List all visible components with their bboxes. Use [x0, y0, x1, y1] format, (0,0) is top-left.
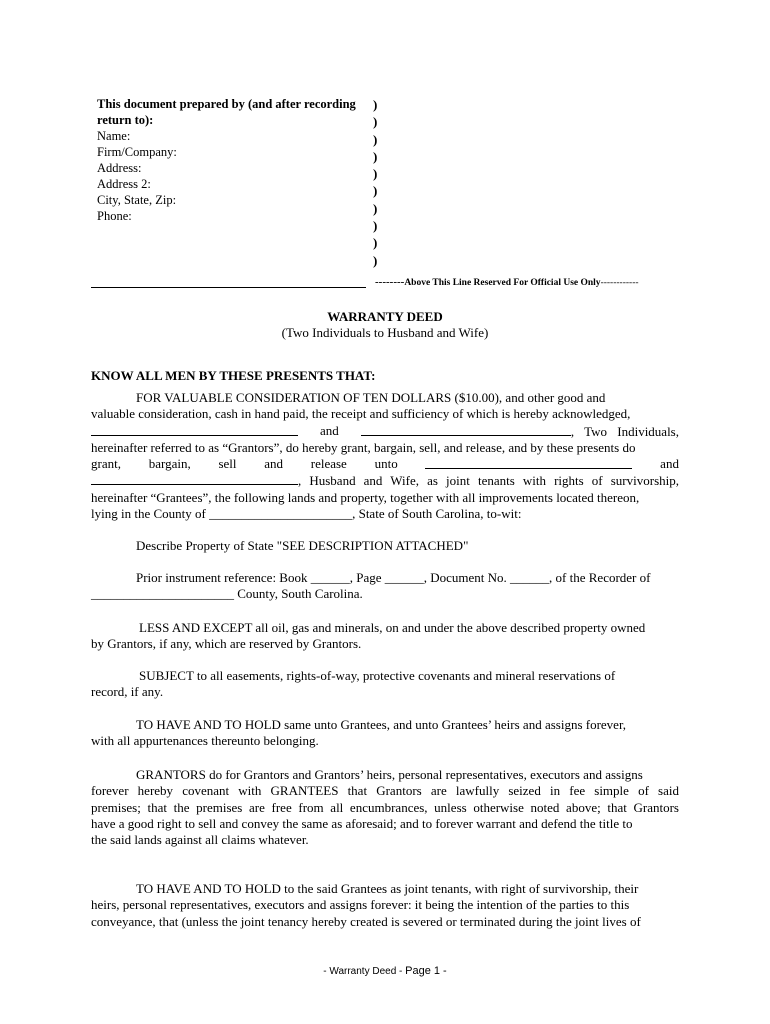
state-text: , State of South Carolina, to-wit:	[352, 506, 522, 522]
paren: )	[373, 218, 378, 234]
paren: )	[373, 200, 378, 216]
county-blank[interactable]: ______________________	[209, 506, 353, 522]
footer-page-number: Page 1 -	[405, 965, 447, 977]
word-and: and	[264, 456, 284, 472]
habendum-line-2: with all appurtenances thereunto belonging.	[91, 733, 319, 749]
prior-instrument-line-2	[91, 586, 679, 602]
grantor-2-group	[361, 423, 679, 440]
paren: )	[373, 148, 378, 164]
two-individuals-text: , Two Individuals,	[570, 423, 679, 439]
grantor-2-blank[interactable]	[361, 423, 571, 436]
grantee-2-blank[interactable]	[91, 472, 298, 485]
document-title: WARRANTY DEED	[327, 309, 443, 324]
word-sell: sell	[218, 456, 237, 472]
covenant-line-1: GRANTORS do for Grantors and Grantors’ heirs, personal representatives, executors and assigns	[136, 767, 643, 782]
consideration-text: FOR VALUABLE CONSIDERATION OF TEN DOLLARS ($10.00), and other good and	[136, 390, 606, 405]
covenant-line-2	[91, 783, 679, 799]
footer-document-name: - Warranty Deed -	[323, 966, 406, 977]
consideration-line-8	[91, 506, 679, 522]
joint-tenancy-line-3: conveyance, that (unless the joint tenancy hereby created is severed or terminated during the joint lives of	[91, 913, 641, 929]
prepared-by-heading: This document prepared by (and after recording	[97, 97, 356, 111]
paren: )	[373, 166, 378, 182]
recorder-county-blank[interactable]: ______________________	[91, 586, 234, 602]
covenant-paragraph	[91, 767, 679, 848]
joint-tenancy-line-1: TO HAVE AND TO HOLD to the said Grantees as joint tenants, with right of survivorship, their	[136, 881, 639, 896]
reserved-text: Above This Line Reserved For Official Use Only	[404, 278, 601, 288]
paren: )	[373, 235, 378, 251]
consideration-line-7: hereinafter “Grantees”, the following lands and property, together with all improvements located thereon,	[91, 489, 640, 505]
covenant-text-2: forever hereby covenant with GRANTEES that Grantors are lawfully seized in fee simple of said	[91, 783, 679, 799]
and-word: and	[320, 422, 339, 438]
document-subtitle: (Two Individuals to Husband and Wife)	[281, 325, 489, 340]
covenant-text-3: premises; that the premises are free from all encumbrances, unless otherwise noted above; that Grantors	[91, 799, 679, 815]
field-address-label: Address:	[97, 161, 142, 175]
joint-tenancy-line-2: heirs, personal representatives, executors and assigns forever: it being the intention of the parties to this	[91, 897, 630, 913]
paren-column	[373, 96, 377, 269]
grantee-2-group	[91, 472, 679, 489]
word-unto: unto	[374, 456, 398, 472]
field-firm-label: Firm/Company:	[97, 145, 177, 159]
field-address2-label: Address 2:	[97, 177, 151, 191]
paren: )	[373, 114, 378, 130]
grantee-1-blank[interactable]	[425, 456, 632, 469]
reserved-dashes-left: --------	[375, 276, 405, 288]
word-and-2: and	[660, 456, 679, 472]
field-city-state-zip-label: City, State, Zip:	[97, 193, 177, 207]
consideration-line-3	[91, 423, 679, 440]
field-phone-label: Phone:	[97, 209, 132, 223]
covenant-line-4: have a good right to sell and convey the same as aforesaid; and to forever warrant and defend the title to	[91, 815, 633, 831]
consideration-line-6	[91, 472, 679, 489]
reserved-dashes-right: ------------	[600, 278, 639, 288]
consideration-paragraph	[91, 390, 679, 522]
word-grant: grant,	[91, 456, 121, 472]
joint-tenancy-paragraph	[91, 881, 679, 930]
subject-to-paragraph	[91, 668, 679, 701]
prior-instrument-line-1: Prior instrument reference: Book ______, Page ______, Document No. ______, of the Recorder of	[136, 570, 651, 585]
subject-line-2: record, if any.	[91, 684, 164, 700]
know-all-men-heading: KNOW ALL MEN BY THESE PRESENTS THAT:	[91, 368, 376, 383]
paren: )	[373, 97, 378, 112]
consideration-line-5	[91, 456, 679, 472]
field-name-label: Name:	[97, 129, 131, 143]
husband-wife-text: , Husband and Wife, as joint tenants with rights of survivorship,	[298, 473, 679, 489]
recorder-county-text: County, South Carolina.	[234, 586, 363, 602]
habendum-text: TO HAVE AND TO HOLD same unto Grantees, and unto Grantees’ heirs and assigns forever,	[136, 717, 627, 732]
paren: )	[373, 183, 378, 199]
consideration-line-1	[91, 390, 679, 406]
describe-property-paragraph	[91, 538, 679, 554]
covenant-line-5: the said lands against all claims whatever.	[91, 832, 309, 848]
habendum-line-1	[91, 717, 679, 733]
covenant-line-3	[91, 800, 679, 816]
prepared-by-heading-cont: return to):	[97, 113, 154, 127]
prior-instrument-paragraph	[91, 570, 679, 603]
subject-line-1: SUBJECT to all easements, rights-of-way, protective covenants and mineral reservations of	[139, 668, 616, 683]
word-bargain: bargain,	[148, 456, 191, 472]
word-release: release	[310, 456, 347, 472]
paren: )	[373, 252, 378, 268]
recording-divider-line	[91, 287, 366, 288]
habendum-paragraph	[91, 717, 679, 750]
consideration-line-2: valuable consideration, cash in hand paid, the receipt and sufficiency of which is hereby acknowledged,	[91, 406, 631, 422]
paren: )	[373, 131, 378, 147]
describe-property-text: Describe Property of State "SEE DESCRIPTION ATTACHED"	[136, 538, 469, 553]
less-line-1: LESS AND EXCEPT all oil, gas and minerals, on and under the above described property owned	[139, 620, 646, 635]
consideration-line-4: hereinafter referred to as “Grantors”, do hereby grant, bargain, sell, and release, and by these presents do	[91, 439, 636, 455]
grantor-1-blank[interactable]	[91, 423, 298, 436]
page-footer	[0, 965, 770, 977]
less-and-except-paragraph	[91, 620, 679, 653]
reserved-line-note	[375, 276, 639, 288]
county-lead-text: lying in the County of	[91, 506, 206, 522]
less-line-2: by Grantors, if any, which are reserved by Grantors.	[91, 636, 362, 652]
prepared-by-block	[97, 96, 372, 224]
